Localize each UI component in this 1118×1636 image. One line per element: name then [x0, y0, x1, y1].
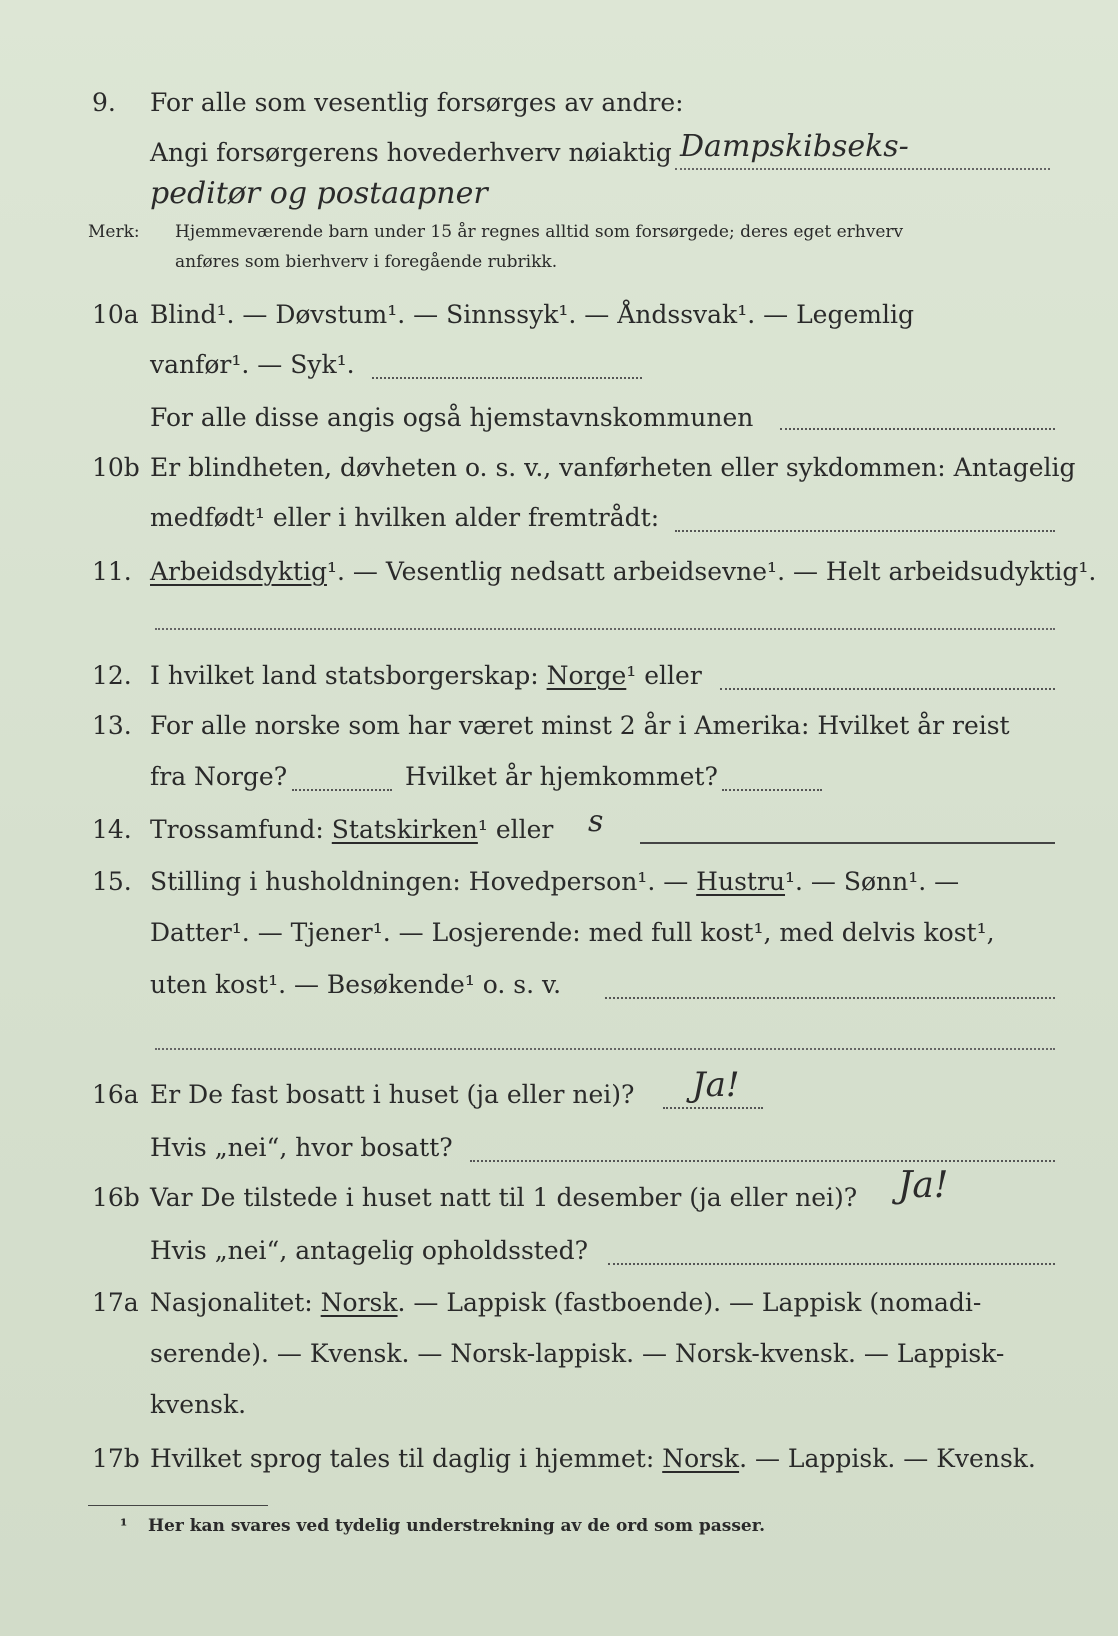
q17b-pre: Hvilket sprog tales til daglig i hjemmet:: [150, 1444, 663, 1473]
q10a-text2: vanfør¹. — Syk¹.: [150, 350, 355, 379]
q16b-fill: [608, 1263, 1055, 1265]
q9-line3: [0, 178, 1118, 218]
q12-line: [0, 656, 1118, 696]
q10a-text3: For alle disse angis også hjemstavnskommunen: [150, 403, 754, 432]
q16b-line1: [0, 1165, 1118, 1218]
q9-line1: [0, 83, 1118, 123]
q14-option-selected: Statskirken: [331, 815, 478, 844]
q15-fill2: [155, 1048, 1055, 1050]
q16b-line2: [0, 1231, 1118, 1271]
merk-label: Merk:: [88, 222, 140, 242]
q14-answer: s: [588, 804, 604, 839]
q11-option-selected: Arbeidsdyktig: [150, 557, 327, 586]
q16b-text1: Var De tilstede i huset natt til 1 desember (ja eller nei)?: [150, 1183, 858, 1212]
q13-fill1: [292, 789, 392, 791]
q9-number: 9.: [92, 88, 116, 117]
q10b-text1: Er blindheten, døvheten o. s. v., vanførheten eller sykdommen: Antagelig: [150, 453, 1076, 482]
q13-fill2: [722, 789, 822, 791]
q15-line1: [0, 862, 1118, 902]
q11-line1: [0, 552, 1118, 592]
q14-post: ¹ eller: [477, 815, 554, 844]
q10a-number: 10a: [92, 300, 139, 329]
q14-number: 14.: [92, 815, 132, 844]
q17b-number: 17b: [92, 1444, 140, 1473]
q10a-line2: [0, 345, 1118, 385]
q13-text1: For alle norske som har været minst 2 år i Amerika: Hvilket år reist: [150, 711, 1010, 740]
q15-option-selected: Hustru: [696, 867, 786, 896]
q17a-line2: [0, 1334, 1118, 1374]
q10a-text1: Blind¹. — Døvstum¹. — Sinnssyk¹. — Åndssvak¹. — Legemlig: [150, 300, 914, 329]
q17b-line: [0, 1439, 1118, 1479]
q15-number: 15.: [92, 867, 132, 896]
q15-text1b: ¹. — Sønn¹. —: [785, 867, 960, 896]
q11-text: [150, 552, 1096, 592]
merk-text2: anføres som bierhverv i foregående rubrikk.: [175, 252, 558, 272]
q9-text2: Angi forsørgerens hovederhverv nøiaktig: [150, 138, 672, 167]
q12-text: [150, 656, 702, 696]
q17a-line1: [0, 1283, 1118, 1323]
q17a-number: 17a: [92, 1288, 139, 1317]
q10b-number: 10b: [92, 453, 140, 482]
q13-line1: [0, 706, 1118, 746]
q15-text1: [150, 862, 959, 902]
q16a-text1: Er De fast bosatt i huset (ja eller nei)?: [150, 1080, 635, 1109]
q13-number: 13.: [92, 711, 132, 740]
q9-answer2: peditør og postaapner: [150, 176, 488, 211]
q16a-line1: [0, 1065, 1118, 1115]
q14-line: [0, 804, 1118, 850]
q10a-line3: [0, 398, 1118, 438]
q17a-text3: kvensk.: [150, 1390, 247, 1419]
q15-text3: uten kost¹. — Besøkende¹ o. s. v.: [150, 970, 562, 999]
merk-text1: Hjemmeværende barn under 15 år regnes alltid som forsørgede; deres eget erhverv: [175, 222, 904, 242]
q10b-text2: medfødt¹ eller i hvilken alder fremtrådt:: [150, 503, 660, 532]
q16a-fill2: [470, 1160, 1055, 1162]
q17a-text1a: Nasjonalitet:: [150, 1288, 321, 1317]
q16a-text2: Hvis „nei“, hvor bosatt?: [150, 1133, 453, 1162]
q17b-option-selected: Norsk: [662, 1444, 740, 1473]
q11-fill: [155, 628, 1055, 630]
q9-line2: [0, 129, 1118, 173]
q17a-line3: [0, 1385, 1118, 1425]
q10a-fill1: [372, 377, 642, 379]
footnote: [0, 1512, 1118, 1540]
q16a-answer: Ja!: [692, 1065, 740, 1105]
q16a-fill1: [663, 1107, 763, 1109]
q16a-line2: [0, 1128, 1118, 1168]
q15-fill1: [605, 997, 1055, 999]
q12-number: 12.: [92, 661, 132, 690]
q17b-post: . — Lappisk. — Kvensk.: [739, 1444, 1036, 1473]
footnote-rule: [88, 1505, 268, 1506]
q12-post: ¹ eller: [626, 661, 702, 690]
q15-line3: [0, 965, 1118, 1005]
q15-line2: [0, 913, 1118, 953]
q14-text: [150, 810, 553, 850]
q12-pre: I hvilket land statsborgerskap:: [150, 661, 547, 690]
q10b-line2: [0, 498, 1118, 538]
q17a-text1: [150, 1283, 981, 1323]
q12-option-selected: Norge: [546, 661, 627, 690]
q17b-text: [150, 1439, 1036, 1479]
q17a-option-selected: Norsk: [320, 1288, 398, 1317]
q9-text1: For alle som vesentlig forsørges av andre:: [150, 88, 684, 117]
q15-text1a: Stilling i husholdningen: Hovedperson¹. —: [150, 867, 697, 896]
footnote-mark: ¹: [120, 1516, 128, 1536]
q10a-fill2: [780, 428, 1055, 430]
q15-text2: Datter¹. — Tjener¹. — Losjerende: med full kost¹, med delvis kost¹,: [150, 918, 995, 947]
q13-line2: [0, 757, 1118, 797]
q17a-text1b: . — Lappisk (fastboende). — Lappisk (nomadi-: [397, 1288, 982, 1317]
q11-text1: ¹. — Vesentlig nedsatt arbeidsevne¹. — Helt arbeidsudyktig¹.: [326, 557, 1097, 586]
merk-line1: [0, 218, 1118, 246]
q14-pre: Trossamfund:: [150, 815, 332, 844]
q16b-number: 16b: [92, 1183, 140, 1212]
q9-answer1: Dampskibseks-: [680, 129, 909, 164]
merk-line2: [0, 248, 1118, 276]
q16b-text2: Hvis „nei“, antagelig opholdssted?: [150, 1236, 589, 1265]
q11-number: 11.: [92, 557, 132, 586]
q10a-line1: [0, 295, 1118, 335]
q9-answer-line1: [675, 168, 1050, 170]
q16b-answer: Ja!: [898, 1165, 949, 1206]
q12-fill: [720, 688, 1055, 690]
q10b-line1: [0, 448, 1118, 488]
q14-fill: [640, 842, 1055, 844]
footnote-text: Her kan svares ved tydelig understrekning av de ord som passer.: [148, 1516, 766, 1536]
q13-text2b: Hvilket år hjemkommet?: [405, 762, 718, 791]
q13-text2a: fra Norge?: [150, 762, 288, 791]
q17a-text2: serende). — Kvensk. — Norsk-lappisk. — Norsk-kvensk. — Lappisk-: [150, 1339, 1005, 1368]
q16a-number: 16a: [92, 1080, 139, 1109]
q10b-fill: [675, 530, 1055, 532]
